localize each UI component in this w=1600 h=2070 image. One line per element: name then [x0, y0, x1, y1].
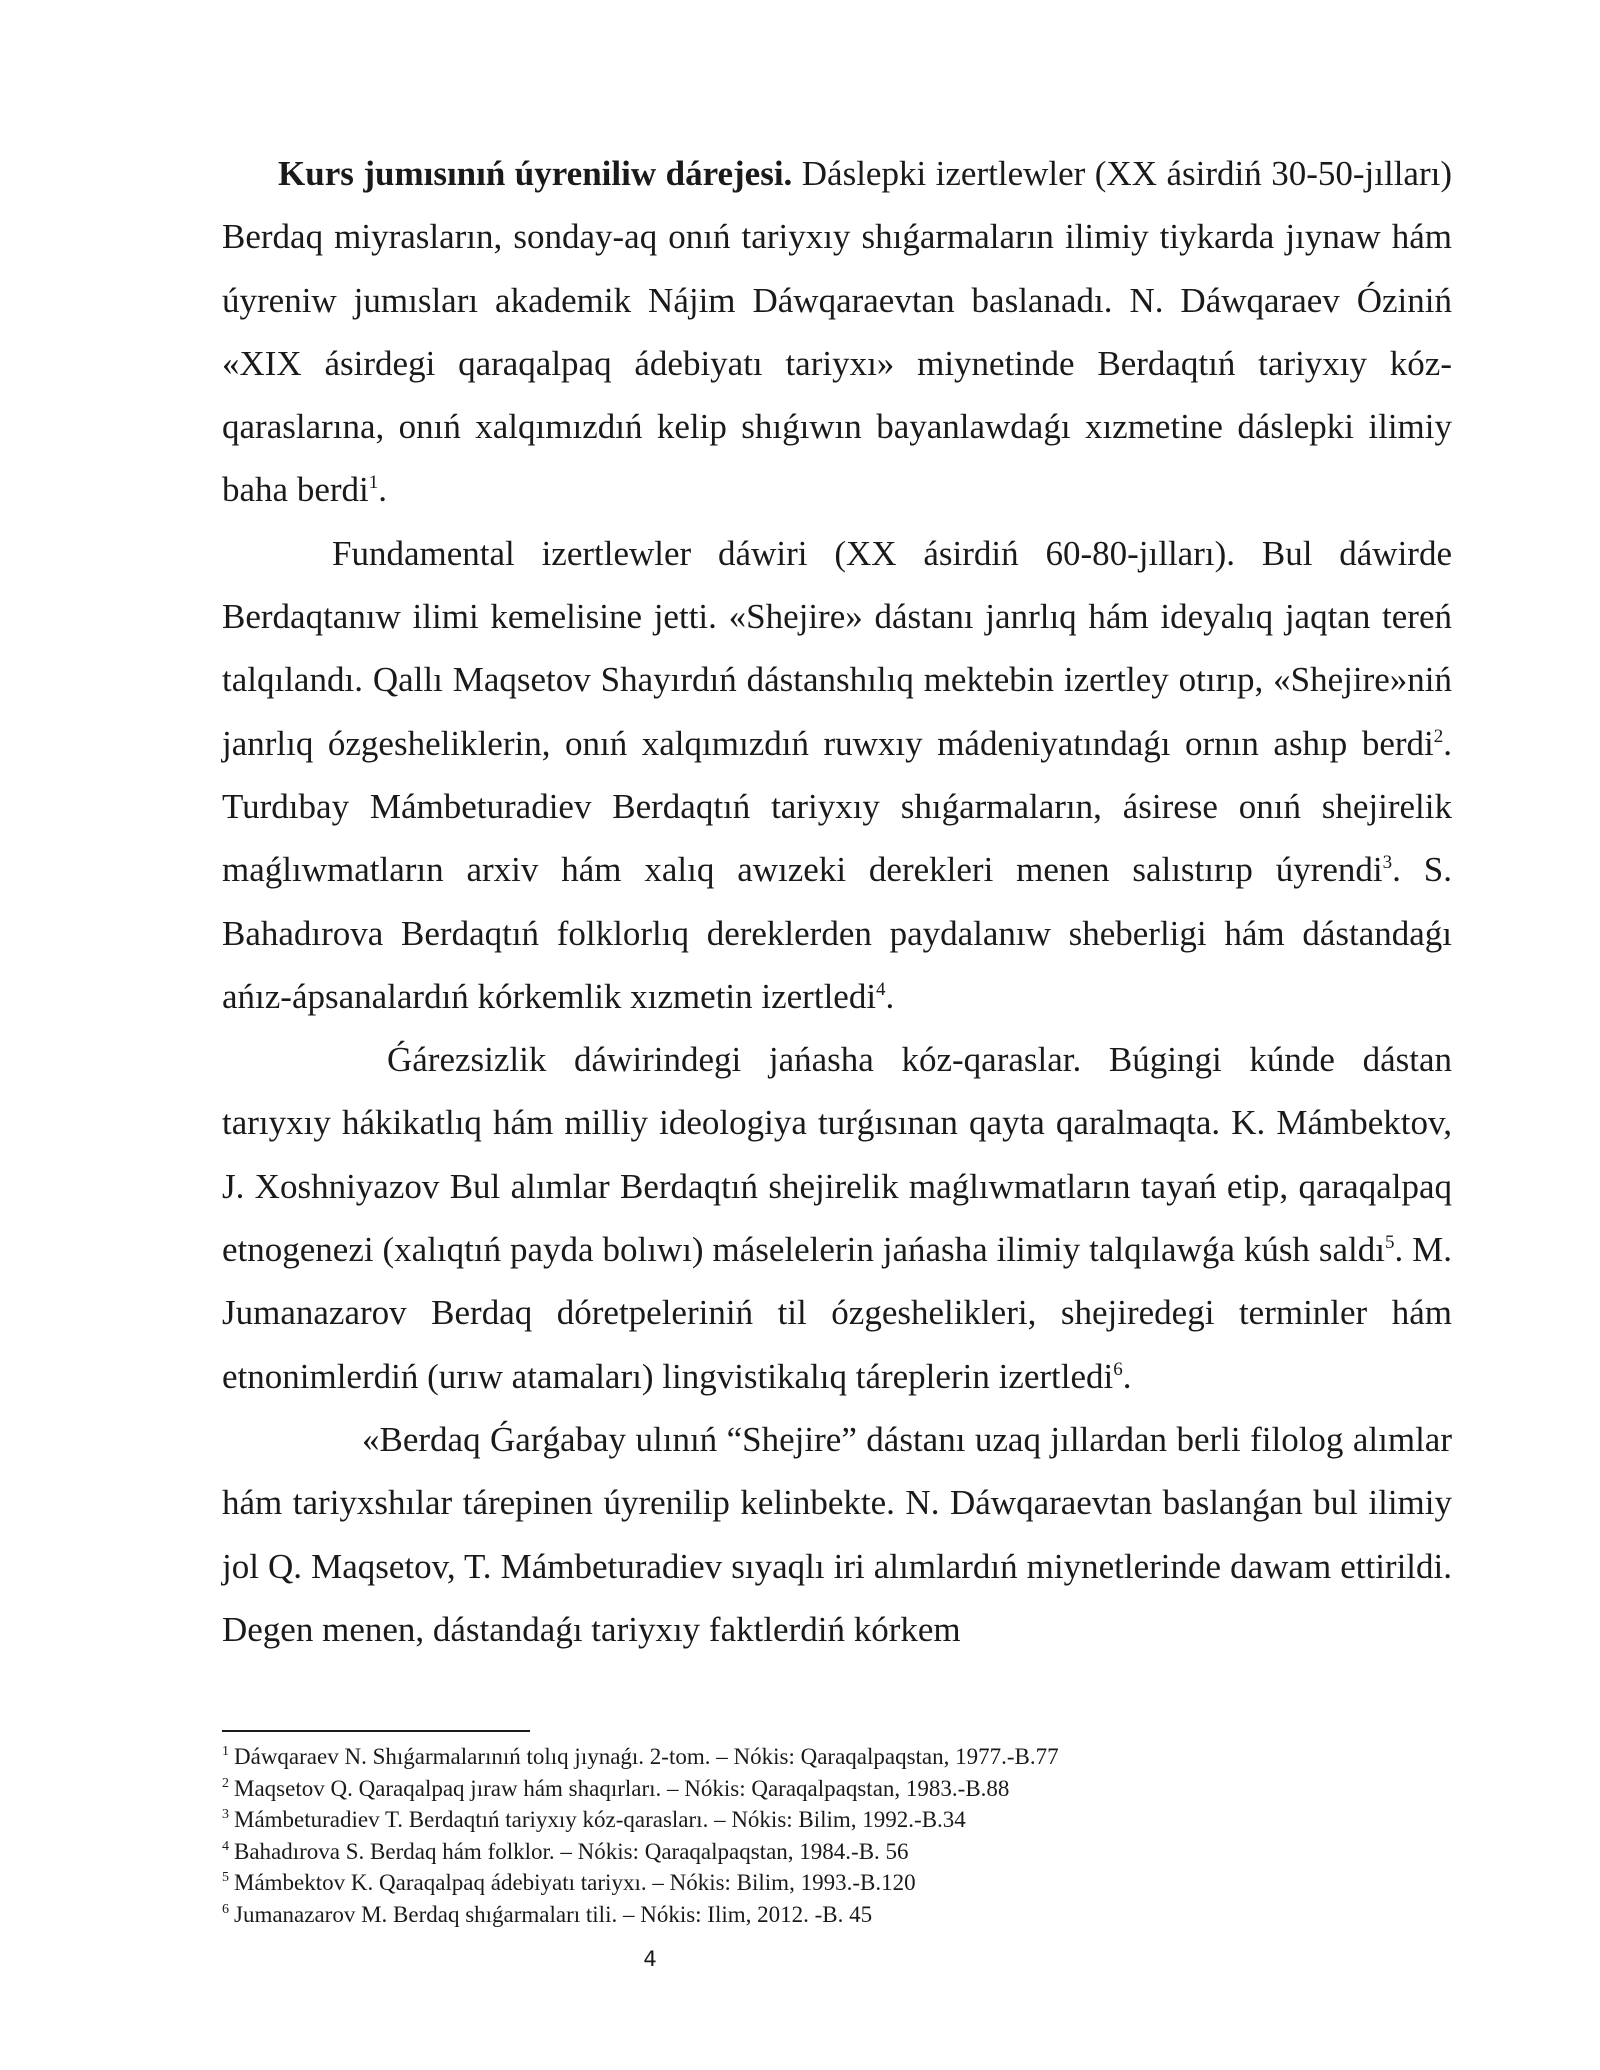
- footnote-text: Dáwqaraev N. Shıǵarmalarınıń tolıq jıynaǵı. 2-tom. – Nókis: Qaraqalpaqstan, 1977.-B.77: [234, 1744, 1059, 1769]
- footnote-ref[interactable]: 5: [1384, 1232, 1395, 1254]
- footnote-text: Jumanazarov M. Berdaq shıǵarmaları tili. – Nókis: Ilim, 2012. -B. 45: [234, 1901, 873, 1927]
- footnote-ref[interactable]: 4: [876, 978, 886, 1000]
- page-number: 4: [643, 1947, 657, 1971]
- footnote-number: 1: [222, 1744, 229, 1759]
- paragraph-text: . M. Jumanazarov Berdaq dóretpeleriniń til ózgeshelikleri, shejiredegi terminler hám etnonimlerdiń (urıw atamaları) lingvistikalıq táreplerin izertledi: [222, 1230, 1453, 1396]
- paragraph-fundamental-research: Fundamental izertlewler dáwiri (XX ásirdiń 60-80-jılları). Bul dáwirde Berdaqtanıw ilimi kemelisine jetti. «Shejire» dástanı janrlıq hám ideyalıq jaqtan tereń talqılandı. Qallı Maqsetov Shayırdıń dástanshılıq mektebin izertley otırıp, «Shejire»niń janrlıq ózgesheliklerin, onıń xalqımızdıń ruwxıy mádeniyatındaǵı ornın ashıp berdi$^2$. Turdıbay Mámbeturadiev Berdaqtıń tariyxıy shıǵarmaların, ásirese onıń shejirelik maǵlıwmatların arxiv hám xalıq awızeki derekleri menen salıstırıp úyrendi$^3$. S. Bahadırova Berdaqtıń folklorlıq dereklerden paydalanıw sheberligi hám dástandaǵı ańız-ápsanalardıń kórkemlik xızmetin izertledi$^4$.: [222, 533, 1452, 1016]
- footnote-number: 2: [222, 1775, 229, 1791]
- footnote-text: Bahadırova S. Berdaq hám folklor. – Nókis: Qaraqalpaqstan, 1984.-B. 56: [234, 1838, 909, 1864]
- section-heading: Kurs jumısınıń úyreniliw dárejesi.: [278, 154, 793, 193]
- footnote-separator: [222, 1730, 530, 1732]
- body-text: [222, 142, 1452, 1661]
- footnote-4: [222, 1836, 1452, 1868]
- footnote-number: 3: [222, 1807, 229, 1822]
- paragraph-study-level: Kurs jumısınıń úyreniliw dárejesi. Dáslepki izertlewler (XX ásirdiń 30-50-jılları) Berdaq miyrasların, sonday-aq onıń tariyxıy shıǵarmaların ilimiy tiykarda jıynaw hám úyreniw jumısları akademik Nájim Dáwqaraevtan baslanadı. N. Dáwqaraev Óziniń «XIX ásirdegi qaraqalpaq ádebiyatı tariyxı» miynetinde Berdaqtıń tariyxıy kóz-qaraslarına, onıń xalqımızdıń kelip shıǵıwın bayanlawdaǵı xızmetine dáslepki ilimiy baha berdi$^1$.: [222, 154, 1452, 510]
- footnote-ref[interactable]: 2: [1433, 725, 1444, 747]
- footnote-number: 6: [222, 1901, 229, 1917]
- footnotes: [222, 1741, 1452, 1930]
- paragraph-independence-era: Ǵárezsizlik dáwirindegi jańasha kóz-qaraslar. Búgingi kúnde dástan tarıyxıy hákikatlıq hám milliy ideologiya turǵısınan qayta qaralmaqta. K. Mámbektov, J. Xoshniyazov Bul alımlar Berdaqtıń shejirelik maǵlıwmatların tayań etip, qaraqalpaq etnogenezi (xalıqtıń payda bolıwı) máselelerin jańasha ilimiy talqılawǵa kúsh saldı$^5$. M. Jumanazarov Berdaq dóretpeleriniń til ózgeshelikleri, shejiredegi terminler hám etnonimlerdiń (urıw atamaları) lingvistikalıq táreplerin izertledi$^6$.: [222, 1040, 1453, 1396]
- footnote-text: Maqsetov Q. Qaraqalpaq jıraw hám shaqırları. – Nókis: Qaraqalpaqstan, 1983.-B.88: [234, 1775, 1010, 1801]
- paragraph-text: Dáslepki izertlewler (XX ásirdiń 30-50-jılları) Berdaq miyrasların, sonday-aq onıń tariyxıy shıǵarmaların ilimiy tiykarda jıynaw hám úyreniw jumısları akademik Nájim Dáwqaraevtan baslanadı. N. Dáwqaraev Óziniń «XIX ásirdegi qaraqalpaq ádebiyatı tariyxı» miynetinde Berdaqtıń tariyxıy kóz-qaraslarına, onıń xalqımızdıń kelip shıǵıwın bayanlawdaǵı xızmetine dáslepki ilimiy baha berdi: [222, 154, 1452, 510]
- paragraph-text: Fundamental izertlewler dáwiri (XX ásirdiń 60-80-jılları). Bul dáwirde Berdaqtanıw ilimi kemelisine jetti. «Shejire» dástanı janrlıq hám ideyalıq jaqtan tereń talqılandı. Qallı Maqsetov Shayırdıń dástanshılıq mektebin izertley otırıp, «Shejire»niń janrlıq ózgesheliklerin, onıń xalqımızdıń ruwxıy mádeniyatındaǵı ornın ashıp berdi: [222, 533, 1452, 763]
- footnote-2: [222, 1773, 1452, 1805]
- paragraph-shejire: [222, 1408, 1452, 1661]
- footnote-number: 5: [222, 1870, 229, 1885]
- footnote-6: [222, 1899, 1452, 1931]
- footnote-text: Mámbeturadiev T. Berdaqtıń tariyxıy kóz-qarasları. – Nókis: Bilim, 1992.-B.34: [234, 1807, 966, 1832]
- footnote-ref[interactable]: 3: [1382, 852, 1393, 874]
- paragraph-text: . S. Bahadırova Berdaqtıń folklorlıq dereklerden paydalanıw sheberligi hám dástandaǵı ańız-ápsanalardıń kórkemlik xızmetin izertledi: [222, 850, 1452, 1016]
- footnote-number: 4: [222, 1838, 229, 1854]
- footnote-ref[interactable]: 6: [1113, 1358, 1123, 1380]
- paragraph-text: Ǵárezsizlik dáwirindegi jańasha kóz-qaraslar. Búgingi kúnde dástan tarıyxıy hákikatlıq hám milliy ideologiya turǵısınan qayta qaralmaqta. K. Mámbektov, J. Xoshniyazov Bul alımlar Berdaqtıń shejirelik maǵlıwmatların tayań etip, qaraqalpaq etnogenezi (xalıqtıń payda bolıwı) máselelerin jańasha ilimiy talqılawǵa kúsh saldı: [222, 1040, 1452, 1270]
- footnote-1: [222, 1741, 1452, 1773]
- footnote-ref[interactable]: 1: [368, 472, 379, 494]
- footnote-5: [222, 1867, 1452, 1899]
- paragraph-text: . Turdıbay Mámbeturadiev Berdaqtıń tariyxıy shıǵarmaların, ásirese onıń shejirelik maǵlıwmatların arxiv hám xalıq awızeki derekleri menen salıstırıp úyrendi: [222, 723, 1452, 890]
- footnote-3: [222, 1804, 1452, 1836]
- paragraph-text: «Berdaq Ǵarǵabay ulınıń “Shejire” dástanı uzaq jıllardan berli filolog alımlar hám tariyxshılar tárepinen úyrenilip kelinbekte. N. Dáwqaraevtan baslanǵan bul ilimiy jol Q. Maqsetov, T. Mámbeturadiev sıyaqlı iri alımlardıń miynetlerinde dawam ettirildi. Degen menen, dástandaǵı tariyxıy faktlerdiń kórkem: [222, 1419, 1452, 1649]
- footnote-text: Mámbektov K. Qaraqalpaq ádebiyatı tariyxı. – Nókis: Bilim, 1993.-B.120: [234, 1870, 916, 1895]
